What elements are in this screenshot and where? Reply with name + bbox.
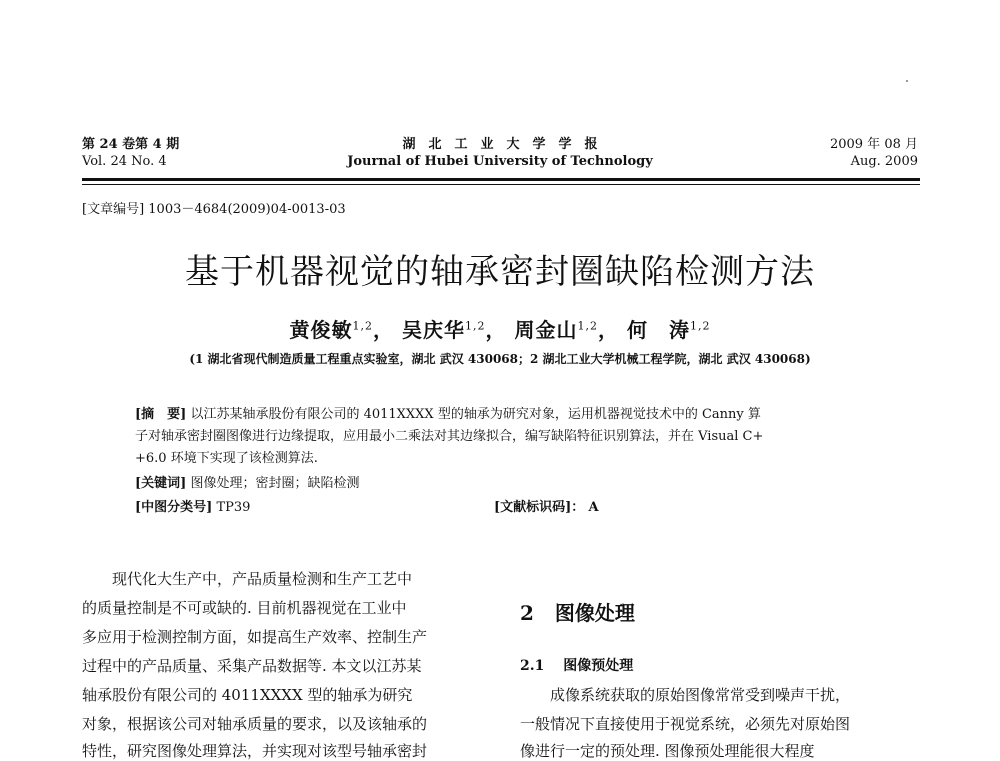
section-title: 图像处理	[554, 601, 635, 625]
body-left-line: 过程中的产品质量、采集产品数据等. 本文以江苏某	[82, 657, 422, 675]
body-left-line: 的质量控制是不可或缺的. 目前机器视觉在工业中	[82, 599, 407, 617]
author-affil-mark: 1,2	[577, 319, 598, 333]
body-left-line: 特性，研究图像处理算法，并实现对该型号轴承密封	[82, 742, 428, 760]
body-left-line: 现代化大生产中，产品质量检测和生产工艺中	[82, 570, 413, 588]
doc-code	[494, 496, 599, 515]
author-list	[0, 314, 1000, 343]
body-right-line: 一般情况下直接使用于视觉系统，必须先对原始图	[520, 715, 851, 733]
author-affil-mark: 1,2	[689, 319, 711, 333]
body-left-line: 对象，根据该公司对轴承质量的要求，以及该轴承的	[82, 715, 428, 733]
author-sep: ，	[597, 318, 619, 342]
author-sep: ，	[373, 318, 395, 342]
header-rule-thin	[82, 184, 920, 185]
clc-number	[135, 496, 250, 515]
body-right-line: 像进行一定的预处理. 图像预处理能很大程度	[520, 742, 815, 760]
issue-cn: 第 24 卷第 4 期	[82, 137, 180, 152]
section-number: 2	[520, 601, 534, 625]
keywords	[135, 472, 359, 491]
subsection-number: 2.1	[520, 658, 545, 674]
body-right-line: 成像系统获取的原始图像常常受到噪声干扰，	[520, 686, 851, 704]
author: 吴庆华	[402, 318, 466, 342]
abstract-label: [摘 要]	[135, 407, 187, 422]
abstract-line-1	[135, 403, 761, 422]
doc-code-text: A	[588, 500, 599, 515]
journal-cn: 湖 北 工 业 大 学 学 报	[402, 137, 598, 152]
keywords-label: [关键词]	[135, 476, 187, 491]
clc-label: [中图分类号]	[135, 500, 213, 515]
author-sep: ，	[485, 318, 507, 342]
keywords-text: 图像处理；密封圈；缺陷检测	[190, 476, 360, 491]
subsection-title: 图像预处理	[563, 658, 634, 674]
doc-code-label: [文献标识码]：	[494, 500, 585, 515]
abstract-line-2: 子对轴承密封圈图像进行边缘提取，应用最小二乘法对其边缘拟合，编写缺陷特征识别算法，并在 Visual C+	[135, 429, 764, 444]
author: 何 涛	[626, 318, 690, 342]
author-affil-mark: 1,2	[352, 319, 374, 333]
scan-dot	[906, 80, 908, 82]
body-left-line: 轴承股份有限公司的 4011XXXX 型的轴承为研究	[82, 686, 413, 704]
date-en: Aug. 2009	[850, 154, 918, 169]
abstract-line-3: +6.0 环境下实现了该检测算法.	[135, 451, 318, 466]
author-affil-mark: 1,2	[465, 319, 486, 333]
header-rule-thick	[82, 178, 920, 181]
article-number: [文章编号] 1003－4684(2009)04-0013-03	[82, 202, 346, 217]
abstract-text: 以江苏某轴承股份有限公司的 4011XXXX 型的轴承为研究对象，运用机器视觉技术中的 Canny 算	[190, 407, 761, 422]
author: 周金山	[514, 318, 578, 342]
issue-en: Vol. 24 No. 4	[82, 154, 167, 169]
body-left-line: 多应用于检测控制方面，如提高生产效率、控制生产	[82, 628, 428, 646]
date-cn: 2009 年 08 月	[829, 137, 918, 152]
journal-en: Journal of Hubei University of Technology	[347, 154, 653, 169]
paper-title: 基于机器视觉的轴承密封圈缺陷检测方法	[185, 252, 815, 292]
section-2-1-heading	[520, 655, 633, 675]
clc-text: TP39	[216, 500, 251, 515]
author: 黄俊敏	[289, 318, 353, 342]
section-2-heading	[520, 597, 635, 626]
affiliation: (1 湖北省现代制造质量工程重点实验室，湖北 武汉 430068；2 湖北工业大学机械工程学院，湖北 武汉 430068)	[189, 352, 811, 366]
